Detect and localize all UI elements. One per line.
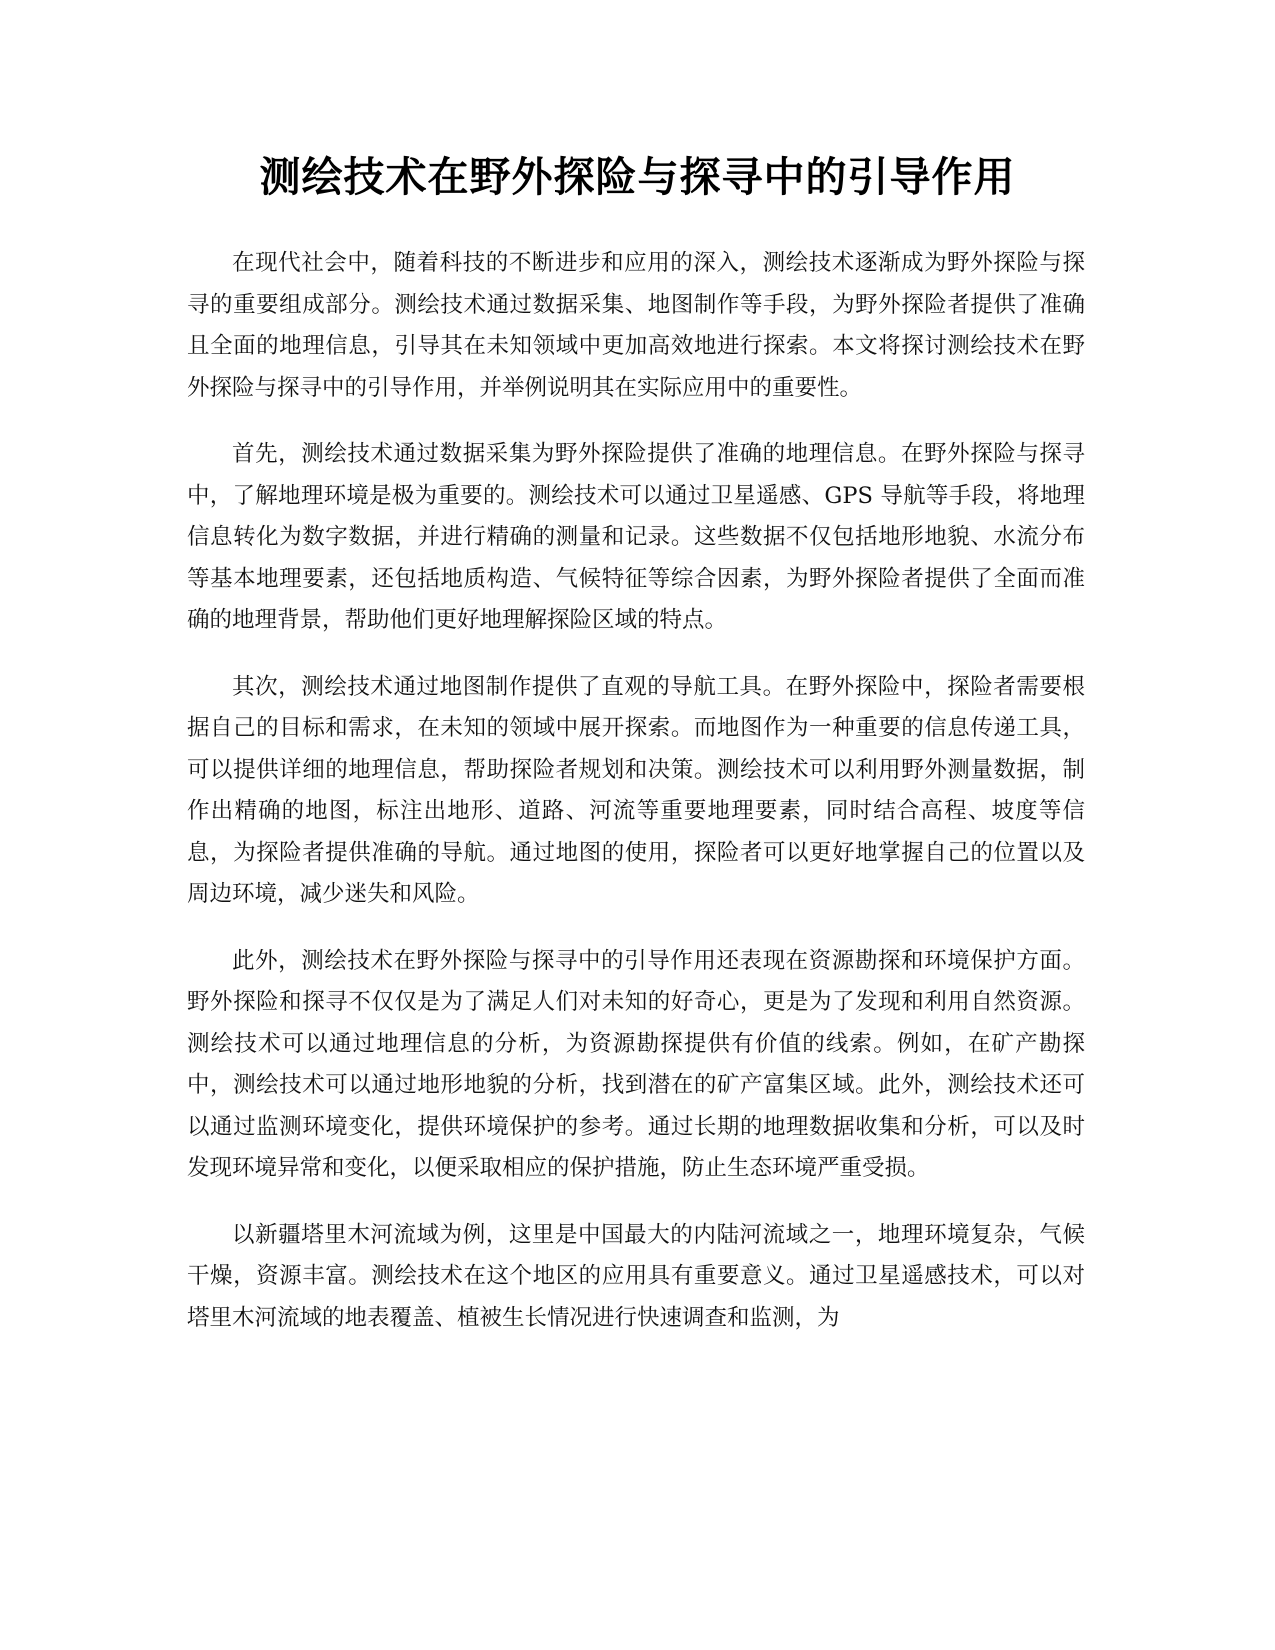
paragraph-map-navigation: 其次，测绘技术通过地图制作提供了直观的导航工具。在野外探险中，探险者需要根据自己的目标和需求，在未知的领域中展开探索。而地图作为一种重要的信息传递工具，可以提供详细的地理信息，帮助探险者规划和决策。测绘技术可以利用野外测量数据，制作出精确的地图，标注出地形、道路、河流等重要地理要素，同时结合高程、坡度等信息，为探险者提供准确的导航。通过地图的使用，探险者可以更好地掌握自己的位置以及周边环境，减少迷失和风险。 bbox=[187, 673, 1085, 907]
document-title: 测绘技术在野外探险与探寻中的引导作用 bbox=[259, 153, 1016, 201]
paragraph-data-collection: 首先，测绘技术通过数据采集为野外探险提供了准确的地理信息。在野外探险与探寻中，了解地理环境是极为重要的。测绘技术可以通过卫星遥感、GPS 导航等手段，将地理信息转化为数字数据，并进行精确的测量和记录。这些数据不仅包括地形地貌、水流分布等基本地理要素，还包括地质构造、气候特征等综合因素，为野外探险者提供了全面而准确的地理背景，帮助他们更好地理解探险区域的特点。 bbox=[187, 441, 1085, 633]
paragraph-tarim-example: 以新疆塔里木河流域为例，这里是中国最大的内陆河流域之一，地理环境复杂，气候干燥，资源丰富。测绘技术在这个地区的应用具有重要意义。通过卫星遥感技术，可以对塔里木河流域的地表覆盖、植被生长情况进行快速调查和监测，为 bbox=[187, 1221, 1085, 1331]
paragraph-intro: 在现代社会中，随着科技的不断进步和应用的深入，测绘技术逐渐成为野外探险与探寻的重要组成部分。测绘技术通过数据采集、地图制作等手段，为野外探险者提供了准确且全面的地理信息，引导其在未知领域中更加高效地进行探索。本文将探讨测绘技术在野外探险与探寻中的引导作用，并举例说明其在实际应用中的重要性。 bbox=[187, 250, 1085, 401]
paragraph-resources-environment: 此外，测绘技术在野外探险与探寻中的引导作用还表现在资源勘探和环境保护方面。野外探险和探寻不仅仅是为了满足人们对未知的好奇心，更是为了发现和利用自然资源。测绘技术可以通过地理信息的分析，为资源勘探提供有价值的线索。例如，在矿产勘探中，测绘技术可以通过地形地貌的分析，找到潜在的矿产富集区域。此外，测绘技术还可以通过监测环境变化，提供环境保护的参考。通过长期的地理数据收集和分析，可以及时发现环境异常和变化，以便采取相应的保护措施，防止生态环境严重受损。 bbox=[187, 947, 1085, 1181]
document-body bbox=[187, 243, 1085, 1364]
